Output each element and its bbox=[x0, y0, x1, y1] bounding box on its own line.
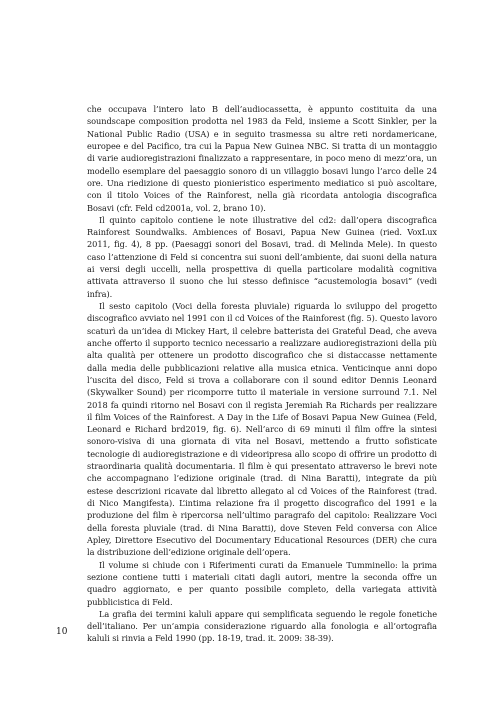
paragraph-3: Il sesto capitolo (Voci della foresta pluviale) riguarda lo sviluppo del progetto discografico avviato nel 1991 con il cd Voices of the Rainforest (fig. 5). Questo lavoro scaturì da un’idea di Mickey Hart, il celebre batterista dei Grateful Dead, che aveva anche offerto il supporto tecnico necessario a realizzare audioregistrazioni della più alta qualità per ottenere un prodotto discografico che si distaccasse nettamente dalla media delle pubblicazioni relative alla musica etnica. Venticinque anni dopo l’uscita del disco, Feld si trova a collaborare con il sound editor Dennis Leonard (Skywalker Sound) per ricomporre tutto il materiale in versione surround 7.1. Nel 2018 fa quindi ritorno nel Bosavi con il regista Jeremiah Ra Richards per realizzare il film Voices of the Rainforest. A Day in the Life of Bosavi Papua New Guinea (Feld, Leonard e Richard brd2019, fig. 6). Nell’arco di 69 minuti il film offre la sintesi sonoro-visiva di una giornata di vita nel Bosavi, mettendo a frutto sofisticate tecnologie di audioregistrazione e di videoripresa allo scopo di offrire un prodotto di straordinaria qualità documentaria. Il film è qui presentato attraverso le brevi note che accompagnano l’edizione originale (trad. di Nina Baratti), integrate da più estese descrizioni ricavate dal libretto allegato al cd Voices of the Rainforest (trad. di Nico Mangifesta). L’intima relazione fra il progetto discografico del 1991 e la produzione del film è ripercorsa nell’ultimo paragrafo del capitolo: Realizzare Voci della foresta pluviale (trad. di Nina Baratti), dove Steven Feld conversa con Alice Apley, Direttore Esecutivo del Documentary Educational Resources (DER) che cura la distribuzione dell’edizione originale dell’opera. bbox=[87, 301, 437, 558]
paragraph-1: che occupava l’intero lato B dell’audiocassetta, è appunto costituita da una soundscape composition prodotta nel 1983 da Feld, insieme a Scott Sinkler, per la National Public Radio (USA) e in seguito trasmessa su altre reti nordamericane, europee e del Pacifico, tra cui la Papua New Guinea NBC. Si tratta di un montaggio di varie audioregistrazioni finalizzato a rappresentare, in poco meno di mezz’ora, un modello esemplare del paesaggio sonoro di un villaggio bosavi lungo l’arco delle 24 ore. Una riedizione di questo pionieristico esperimento mediatico si può ascoltare, con il titolo Voices of the Rainforest, nella già ricordata antologia discografica Bosavi (cfr. Feld cd2001a, vol. 2, brano 10). bbox=[87, 104, 437, 213]
paragraph-2: Il quinto capitolo contiene le note illustrative del cd2: dall’opera discografica Rainforest Soundwalks. Ambiences of Bosavi, Papua New Guinea (ried. VoxLux 2011, fig. 4), 8 pp. (Paesaggi sonori del Bosavi, trad. di Melinda Mele). In questo caso l’attenzione di Feld si concentra sui suoni dell’ambiente, dai suoni della natura ai versi degli uccelli, nella prospettiva di quella particolare modalità cognitiva attivata attraverso il suono che lui stesso definisce “acustemologia bosavi” (vedi infra). bbox=[87, 214, 437, 299]
paragraph-4: Il volume si chiude con i Riferimenti curati da Emanuele Tumminello: la prima sezione contiene tutti i materiali citati dagli autori, mentre la seconda offre un quadro aggiornato, e per quanto possibile completo, della variegata attività pubblicistica di Feld. bbox=[87, 559, 437, 607]
body-text bbox=[87, 103, 437, 645]
page-number: 10 bbox=[56, 627, 68, 637]
paragraph-5: La grafia dei termini kaluli appare qui semplificata seguendo le regole fonetiche dell’italiano. Per un’ampia considerazione riguardo alla fonologia e all’ortografia kaluli si rinvia a Feld 1990 (pp. 18-19, trad. it. 2009: 38-39). bbox=[87, 608, 437, 644]
